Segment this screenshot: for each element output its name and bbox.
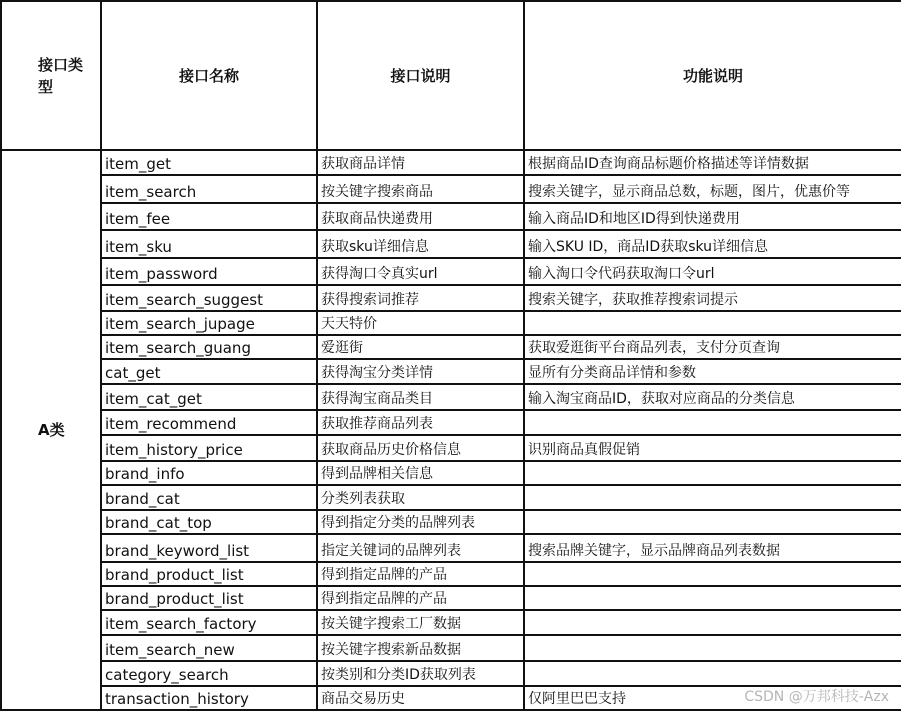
interface-name-cell: item_search_factory [101, 610, 317, 634]
function-desc-cell: 输入商品ID和地区ID得到快递费用 [524, 203, 901, 230]
function-desc-cell: 输入淘宝商品ID，获取对应商品的分类信息 [524, 384, 901, 410]
table-row [1, 435, 901, 461]
function-desc-cell [524, 635, 901, 661]
interface-name-cell: brand_product_list [101, 586, 317, 610]
interface-name-cell: item_fee [101, 203, 317, 230]
function-desc-cell [524, 311, 901, 335]
interface-desc-cell: 得到指定品牌的产品 [317, 586, 524, 610]
table-row [1, 335, 901, 359]
interface-desc-cell: 按类别和分类ID获取列表 [317, 661, 524, 685]
interface-desc-cell: 天天特价 [317, 311, 524, 335]
interface-desc-cell: 按关键字搜索新品数据 [317, 635, 524, 661]
interface-desc-cell: 获得淘宝商品类目 [317, 384, 524, 410]
function-desc-cell: 仅阿里巴巴支持 [524, 686, 901, 710]
interface-name-cell: item_recommend [101, 410, 317, 434]
function-desc-cell [524, 461, 901, 485]
table-row [1, 359, 901, 383]
header-function-desc: 功能说明 [524, 1, 901, 150]
function-desc-cell: 识别商品真假促销 [524, 435, 901, 461]
table-row [1, 562, 901, 586]
table-row [1, 534, 901, 561]
function-desc-cell: 搜索关键字，获取推荐搜索词提示 [524, 285, 901, 310]
interface-desc-cell: 爱逛街 [317, 335, 524, 359]
table-row [1, 485, 901, 509]
table-row [1, 203, 901, 230]
interface-desc-cell: 获取商品历史价格信息 [317, 435, 524, 461]
table-row [1, 510, 901, 534]
interface-name-cell: cat_get [101, 359, 317, 383]
function-desc-cell [524, 610, 901, 634]
table-row [1, 150, 901, 175]
interface-name-cell: item_cat_get [101, 384, 317, 410]
interface-desc-cell: 得到品牌相关信息 [317, 461, 524, 485]
interface-name-cell: item_history_price [101, 435, 317, 461]
interface-desc-cell: 获取商品快递费用 [317, 203, 524, 230]
interface-desc-cell: 获取sku详细信息 [317, 230, 524, 257]
interface-desc-cell: 分类列表获取 [317, 485, 524, 509]
function-desc-cell: 显所有分类商品详情和参数 [524, 359, 901, 383]
interface-desc-cell: 按关键字搜索工厂数据 [317, 610, 524, 634]
table-row [1, 311, 901, 335]
table-body [1, 150, 901, 710]
interface-name-cell: brand_product_list [101, 562, 317, 586]
interface-name-cell: brand_keyword_list [101, 534, 317, 561]
header-row [1, 1, 901, 150]
interface-desc-cell: 商品交易历史 [317, 686, 524, 710]
interface-name-cell: item_search_jupage [101, 311, 317, 335]
interface-desc-cell: 按关键字搜索商品 [317, 175, 524, 202]
header-interface-name: 接口名称 [101, 1, 317, 150]
interface-desc-cell: 获取推荐商品列表 [317, 410, 524, 434]
table-row [1, 661, 901, 685]
table-row [1, 384, 901, 410]
function-desc-cell: 搜索关键字，显示商品总数，标题，图片，优惠价等 [524, 175, 901, 202]
interface-desc-cell: 获得搜索词推荐 [317, 285, 524, 310]
interface-desc-cell: 指定关键词的品牌列表 [317, 534, 524, 561]
function-desc-cell [524, 586, 901, 610]
interface-name-cell: brand_cat [101, 485, 317, 509]
function-desc-cell: 获取爱逛街平台商品列表，支付分页查询 [524, 335, 901, 359]
interface-name-cell: brand_info [101, 461, 317, 485]
interface-desc-cell: 获得淘宝分类详情 [317, 359, 524, 383]
function-desc-cell [524, 485, 901, 509]
table-row [1, 461, 901, 485]
function-desc-cell: 输入SKU ID，商品ID获取sku详细信息 [524, 230, 901, 257]
interface-name-cell: item_password [101, 258, 317, 285]
table-row [1, 230, 901, 257]
header-interface-type: 接口类型 [1, 1, 101, 150]
watermark: CSDN @万邦科技-Azx [744, 689, 889, 705]
header-interface-desc: 接口说明 [317, 1, 524, 150]
interface-desc-cell: 获得淘口令真实url [317, 258, 524, 285]
function-desc-cell: 搜索品牌关键字，显示品牌商品列表数据 [524, 534, 901, 561]
interface-name-cell: transaction_history [101, 686, 317, 710]
interface-name-cell: item_search [101, 175, 317, 202]
interface-name-cell: category_search [101, 661, 317, 685]
interface-name-cell: brand_cat_top [101, 510, 317, 534]
interface-desc-cell: 得到指定品牌的产品 [317, 562, 524, 586]
function-desc-cell: 输入淘口令代码获取淘口令url [524, 258, 901, 285]
function-desc-cell [524, 562, 901, 586]
table-row [1, 175, 901, 202]
table-row [1, 610, 901, 634]
interface-desc-cell: 得到指定分类的品牌列表 [317, 510, 524, 534]
table-row [1, 586, 901, 610]
table-row [1, 410, 901, 434]
function-desc-cell [524, 661, 901, 685]
table-row [1, 258, 901, 285]
interface-desc-cell: 获取商品详情 [317, 150, 524, 175]
function-desc-cell [524, 510, 901, 534]
table-row [1, 285, 901, 310]
table-row [1, 635, 901, 661]
interface-name-cell: item_search_new [101, 635, 317, 661]
interface-name-cell: item_search_guang [101, 335, 317, 359]
interface-name-cell: item_search_suggest [101, 285, 317, 310]
interface-name-cell: item_get [101, 150, 317, 175]
function-desc-cell: 根据商品ID查询商品标题价格描述等详情数据 [524, 150, 901, 175]
interface-name-cell: item_sku [101, 230, 317, 257]
function-desc-cell [524, 410, 901, 434]
interface-type-cell: A类 [1, 150, 101, 710]
